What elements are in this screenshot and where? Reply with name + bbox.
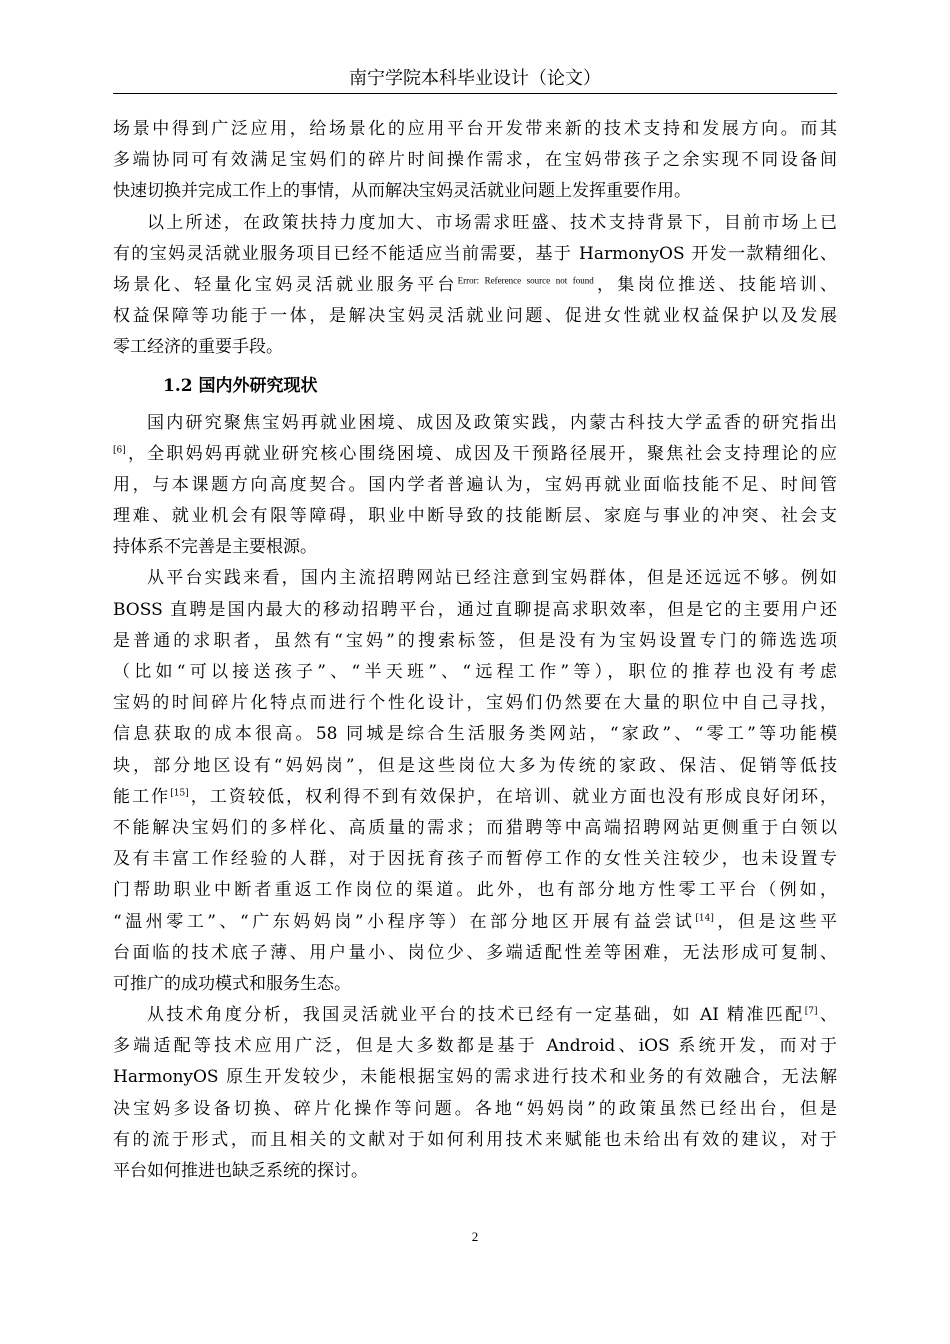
text-segment: 从技术角度分析，我国灵活就业平台的技术已经有一定基础，如 AI 精准匹配 (147, 1005, 805, 1026)
text-segment: 场景化、轻量化宝妈灵活就业服务平台 (113, 274, 458, 295)
text-line (113, 1156, 837, 1187)
text-line (113, 439, 837, 470)
text-line-content: HarmonyOS 原生开发较少，未能根据宝妈的需求进行技术和业务的有效融合，无法解 (113, 1067, 837, 1088)
text-line (113, 1031, 837, 1062)
text-line (113, 145, 837, 176)
text-line-content: 及有丰富工作经验的人群，对于因抚育孩子而暂停工作的女性关注较少，也未设置专 (113, 849, 837, 870)
text-line-content: 台面临的技术底子薄、用户量小、岗位少、多端适配性差等困难，无法形成可复制、 (113, 942, 837, 963)
text-line (113, 595, 837, 626)
text-line-content (113, 439, 837, 470)
text-line-content: 宝妈的时间碎片化特点而进行个性化设计，宝妈们仍然要在大量的职位中自己寻找， (113, 693, 837, 714)
text-segment: ，集岗位推送、技能培训、 (593, 274, 838, 295)
text-segment: ，全职妈妈再就业研究核心围绕困境、成因及干预路径展开，聚焦社会支持理论的应 (125, 443, 837, 464)
text-line-content: 不能解决宝妈们的多样化、高质量的需求；而猎聘等中高端招聘网站更侧重于白领以 (113, 817, 837, 838)
citation-superscript: [6] (113, 445, 126, 456)
text-line-content: 理难、就业机会有限等障碍，职业中断导致的技能断层、家庭与事业的冲突、社会支 (113, 506, 837, 527)
text-line (113, 1062, 837, 1093)
text-line-content: 信息获取的成本很高。58 同城是综合生活服务类网站，“家政”、“零工”等功能模 (113, 724, 837, 745)
page-number: 2 (471, 1229, 479, 1244)
text-line (113, 688, 837, 719)
text-line-content (113, 270, 837, 301)
text-line-content: 决宝妈多设备切换、碎片化操作等问题。各地“妈妈岗”的政策虽然已经出台，但是 (113, 1098, 837, 1119)
text-segment: ，但是这些平 (713, 911, 837, 932)
text-segment: 能工作 (113, 786, 171, 807)
text-line (113, 470, 837, 501)
text-line-content: 平台如何推进也缺乏系统的探讨。 (113, 1161, 368, 1181)
text-line-content: 块，部分地区设有“妈妈岗”，但是这些岗位大多为传统的家政、保洁、促销等低技 (113, 755, 837, 776)
text-line (113, 1125, 837, 1156)
text-line-content: BOSS 直聘是国内最大的移动招聘平台，通过直聊提高求职效率，但是它的主要用户还 (113, 599, 837, 620)
text-line-content: 有的宝妈灵活就业服务项目已经不能适应当前需要，基于 HarmonyOS 开发一款精细化、 (113, 243, 837, 264)
text-line-content: 用，与本课题方向高度契合。国内学者普遍认为，宝妈再就业面临技能不足、时间管 (113, 474, 837, 495)
text-line-content: 场景中得到广泛应用，给场景化的应用平台开发带来新的技术支持和发展方向。而其 (113, 119, 837, 139)
reference-error-note: Error: Reference source not found (457, 275, 594, 286)
text-line-content: 可推广的成功模式和服务生态。 (113, 973, 351, 994)
text-line (113, 1000, 837, 1031)
text-line (113, 301, 837, 332)
text-line (113, 176, 837, 207)
text-line (113, 844, 837, 875)
text-line (113, 719, 837, 750)
header-rule (113, 93, 837, 94)
text-line (113, 907, 837, 938)
text-line-content: 是普通的求职者，虽然有“宝妈”的搜索标签，但是没有为宝妈设置专门的筛选选项 (113, 630, 837, 651)
text-segment: ，工资较低，权利得不到有效保护，在培训、就业方面也没有形成良好闭环， (188, 786, 838, 807)
text-line-content: 零工经济的重要手段。 (113, 337, 283, 358)
section-heading: 1.2 国内外研究现状 (163, 375, 318, 396)
text-line-content: 多端协同可有效满足宝妈们的碎片时间操作需求，在宝妈带孩子之余实现不同设备间 (113, 150, 837, 171)
text-line-content (147, 1000, 837, 1031)
text-line-content: （比如“可以接送孩子”、“半天班”、“远程工作”等），职位的推荐也没有考虑 (113, 662, 837, 682)
text-line (113, 657, 837, 688)
text-line (113, 751, 837, 782)
text-segment: 、 (817, 1005, 838, 1026)
text-line (113, 782, 837, 813)
text-line (113, 875, 837, 906)
text-segment: “温州零工”、“广东妈妈岗”小程序等）在部分地区开展有益尝试 (113, 911, 696, 932)
page-header-title: 南宁学院本科毕业设计（论文） (349, 68, 601, 89)
text-line-content: 国内研究聚焦宝妈再就业困境、成因及政策实践，内蒙古科技大学孟香的研究指出 (147, 412, 837, 433)
text-line-content: 有的流于形式，而且相关的文献对于如何利用技术来赋能也未给出有效的建议，对于 (113, 1129, 837, 1150)
text-line (113, 813, 837, 844)
body-text (113, 114, 837, 1187)
text-line (113, 969, 837, 1000)
text-line-content (113, 782, 837, 813)
citation-superscript: [14] (695, 912, 714, 923)
text-line (113, 1094, 837, 1125)
text-line (113, 114, 837, 145)
text-line-content: 以上所述，在政策扶持力度加大、市场需求旺盛、技术支持背景下，目前市场上已 (147, 212, 837, 233)
text-line (113, 501, 837, 532)
text-line (113, 563, 837, 594)
text-line-content: 持体系不完善是主要根源。 (113, 537, 317, 558)
text-line (113, 270, 837, 301)
text-line-content: 从平台实践来看，国内主流招聘网站已经注意到宝妈群体，但是还远远不够。例如 (147, 568, 837, 589)
text-line (113, 938, 837, 969)
text-line-content: 权益保障等功能于一体，是解决宝妈灵活就业问题、促进女性就业权益保护以及发展 (113, 306, 837, 327)
citation-superscript: [15] (170, 788, 189, 799)
text-line (113, 332, 837, 363)
text-line (113, 208, 837, 239)
text-line (113, 239, 837, 270)
text-line-content: 多端适配等技术应用广泛，但是大多数都是基于 Android、iOS 系统开发，而对于 (113, 1036, 837, 1057)
text-line (113, 408, 837, 439)
citation-superscript: [7] (804, 1006, 818, 1017)
text-line-content: 快速切换并完成工作上的事情，从而解决宝妈灵活就业问题上发挥重要作用。 (113, 181, 691, 202)
text-line-content: 门帮助职业中断者重返工作岗位的渠道。此外，也有部分地方性零工平台（例如， (113, 880, 837, 901)
text-line-content (113, 907, 837, 938)
text-line (113, 626, 837, 657)
text-line (113, 532, 837, 563)
